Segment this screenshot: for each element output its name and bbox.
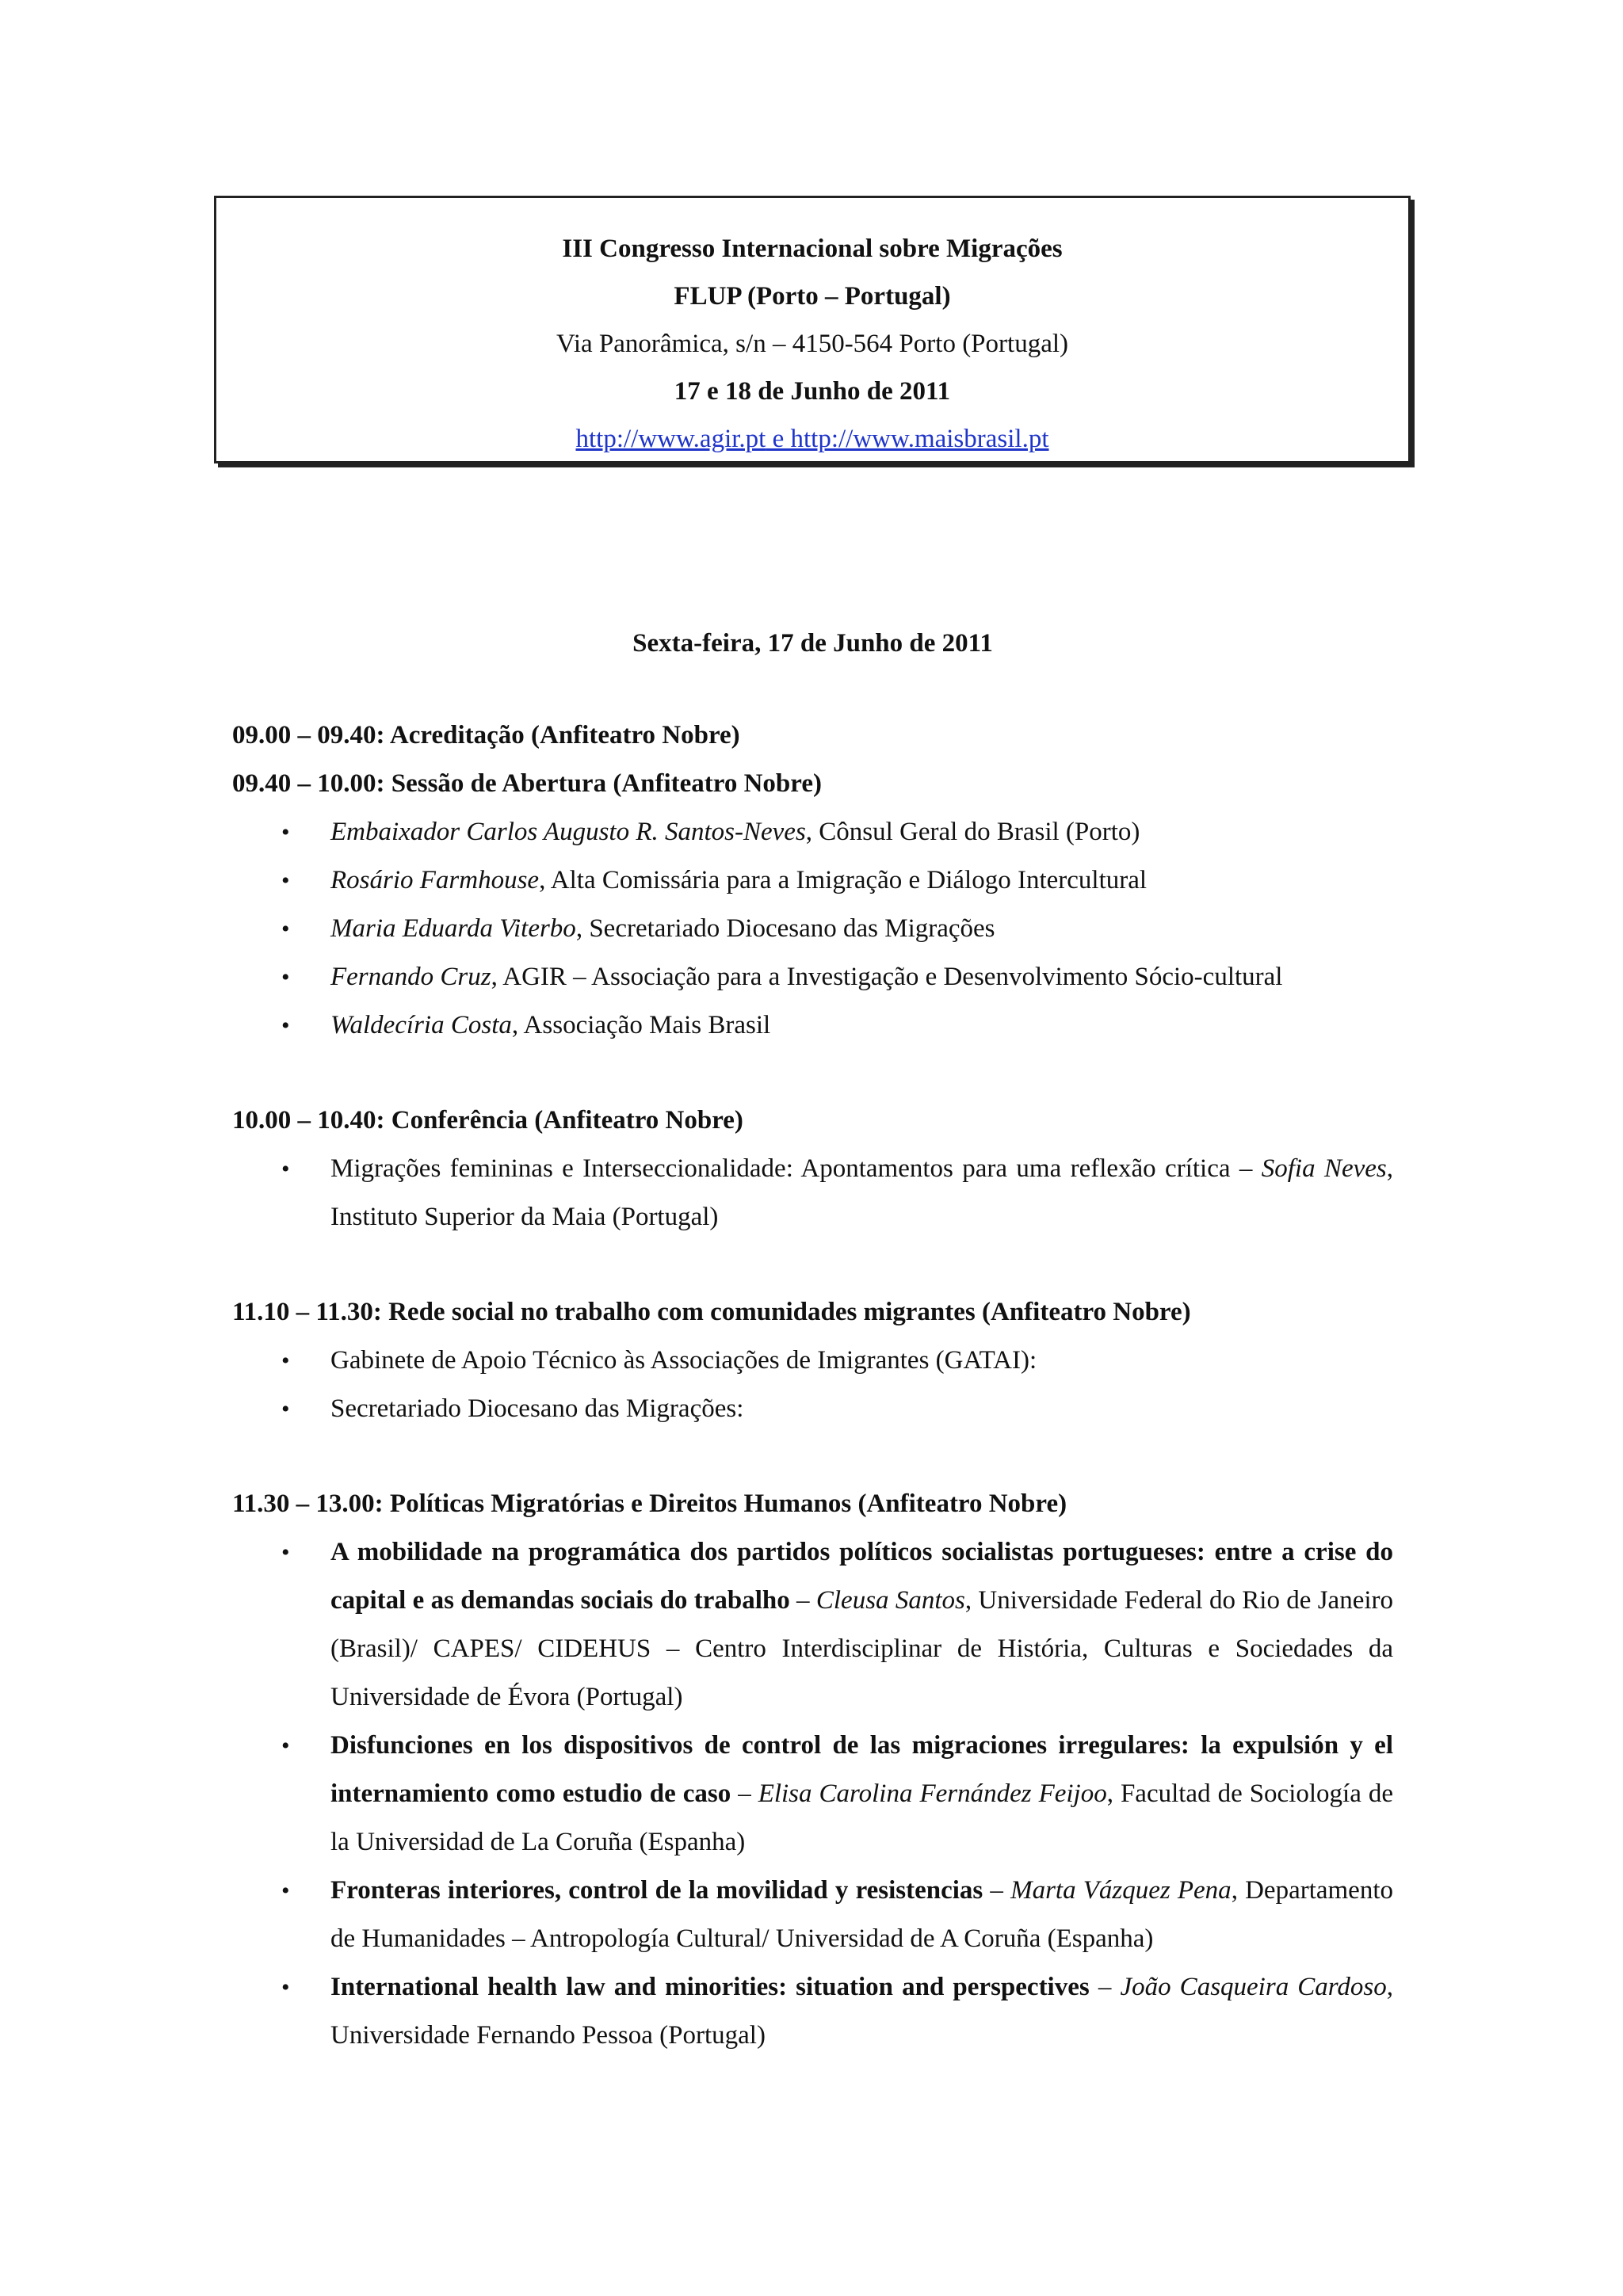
talk-title: International health law and minorities: situation and perspectives [330, 1973, 1090, 2001]
speaker-affiliation: , Departamento de Humanidades – Antropología Cultural/ Universidad de A Coruña (Espanha) [330, 1876, 1394, 1953]
speaker-name: Waldecíria Costa [330, 1011, 512, 1039]
bullet: • [281, 1348, 290, 1374]
speaker-affiliation: , Universidade Fernando Pessoa (Portugal) [330, 1973, 1394, 2050]
organization: Secretariado Diocesano das Migrações: [330, 1394, 744, 1423]
talk-title: Disfunciones en los dispositivos de control de las migraciones irregulares: la expulsión y el internamiento como estudio de caso [330, 1731, 1393, 1808]
speaker-affiliation: , Universidade Federal do Rio de Janeiro (Brasil)/ CAPES/ CIDEHUS – Centro Interdisciplinar de História, Culturas e Sociedades da Universidade de Évora (Portugal) [330, 1586, 1394, 1711]
list-item [232, 1001, 1393, 1050]
programme-content [232, 620, 1393, 2060]
list-item [232, 1385, 1393, 1433]
bullet: • [281, 1878, 290, 1904]
dash: – [789, 1586, 816, 1615]
list-item [232, 1337, 1393, 1385]
event-dates: 17 e 18 de Junho de 2011 [674, 377, 951, 406]
list-item [232, 905, 1393, 953]
bullet: • [281, 1156, 290, 1182]
session-title-opening: 09.40 – 10.00: Sessão de Abertura (Anfiteatro Nobre) [232, 769, 822, 798]
section-gap [232, 1050, 1393, 1097]
event-venue: FLUP (Porto – Portugal) [674, 282, 951, 311]
list-item [232, 1145, 1393, 1241]
social-network-list [232, 1337, 1393, 1433]
section-gap [232, 1433, 1393, 1480]
bullet: • [281, 1539, 290, 1566]
speaker-affiliation: , Alta Comissária para a Imigração e Diálogo Intercultural [539, 866, 1148, 894]
talk-title: Migrações femininas e Interseccionalidade: Apontamentos para uma reflexão crítica – [330, 1154, 1262, 1183]
speaker-name: João Casqueira Cardoso [1120, 1973, 1387, 2001]
talk-title: A mobilidade na programática dos partidos políticos socialistas portugueses: entre a crise do capital e as demandas sociais do trabalho [330, 1538, 1393, 1615]
speaker-name: Cleusa Santos [815, 1586, 965, 1615]
bullet: • [281, 916, 290, 942]
bullet: • [281, 1396, 290, 1422]
speaker-affiliation: , Secretariado Diocesano das Migrações [575, 914, 995, 943]
day-title: Sexta-feira, 17 de Junho de 2011 [632, 629, 993, 658]
bullet: • [281, 819, 290, 845]
dash: – [731, 1779, 758, 1808]
bullet: • [281, 964, 290, 990]
section-gap [232, 1241, 1393, 1288]
list-item [232, 1867, 1393, 1963]
bullet: • [281, 1974, 290, 2000]
organization: Gabinete de Apoio Técnico às Associações de Imigrantes (GATAI): [330, 1346, 1037, 1375]
speaker-affiliation: , Facultad de Sociología de la Universidad de La Coruña (Espanha) [330, 1779, 1393, 1856]
speaker-name: Elisa Carolina Fernández Feijoo [758, 1779, 1107, 1808]
list-item [232, 1963, 1393, 2060]
list-item [232, 1528, 1393, 1722]
speaker-affiliation: , AGIR – Associação para a Investigação e Desenvolvimento Sócio-cultural [491, 963, 1283, 991]
session-title-accreditation: 09.00 – 09.40: Acreditação (Anfiteatro Nobre) [232, 721, 740, 749]
speaker-affiliation: , Associação Mais Brasil [511, 1011, 771, 1039]
maisbrasil-link[interactable]: http://www.maisbrasil.pt [790, 425, 1049, 453]
session-title-migration-policies: 11.30 – 13.00: Políticas Migratórias e Direitos Humanos (Anfiteatro Nobre) [232, 1489, 1067, 1518]
session-title-conference: 10.00 – 10.40: Conferência (Anfiteatro Nobre) [232, 1106, 743, 1135]
list-item [232, 856, 1393, 905]
speaker-name: Embaixador Carlos Augusto R. Santos-Neves [330, 818, 806, 846]
migration-policies-list [232, 1528, 1393, 2060]
event-title: III Congresso Internacional sobre Migrações [562, 235, 1063, 263]
speaker-name: Marta Vázquez Pena [1010, 1876, 1232, 1905]
list-item [232, 953, 1393, 1001]
speaker-name: Maria Eduarda Viterbo [330, 914, 576, 943]
speaker-name: Rosário Farmhouse [330, 866, 540, 894]
event-header-box [214, 196, 1411, 463]
list-item [232, 808, 1393, 856]
dash: – [1089, 1973, 1121, 2001]
bullet: • [281, 1733, 290, 1759]
event-links [216, 415, 1408, 463]
dash: – [983, 1876, 1011, 1905]
speaker-name: Fernando Cruz [330, 963, 491, 991]
list-item [232, 1722, 1393, 1867]
session-title-social-network: 11.10 – 11.30: Rede social no trabalho com comunidades migrantes (Anfiteatro Nobre) [232, 1298, 1191, 1326]
bullet: • [281, 1013, 290, 1039]
speaker-name: Sofia Neves [1261, 1154, 1387, 1183]
speaker-affiliation: , Instituto Superior da Maia (Portugal) [330, 1154, 1394, 1231]
speaker-affiliation: , Cônsul Geral do Brasil (Porto) [805, 818, 1140, 846]
conference-list [232, 1145, 1393, 1241]
links-separator: e [766, 425, 791, 453]
event-address: Via Panorâmica, s/n – 4150-564 Porto (Portugal) [556, 330, 1068, 358]
bullet: • [281, 868, 290, 894]
agir-link[interactable]: http://www.agir.pt [575, 425, 766, 453]
opening-speakers-list [232, 808, 1393, 1050]
talk-title: Fronteras interiores, control de la movilidad y resistencias [330, 1876, 983, 1905]
